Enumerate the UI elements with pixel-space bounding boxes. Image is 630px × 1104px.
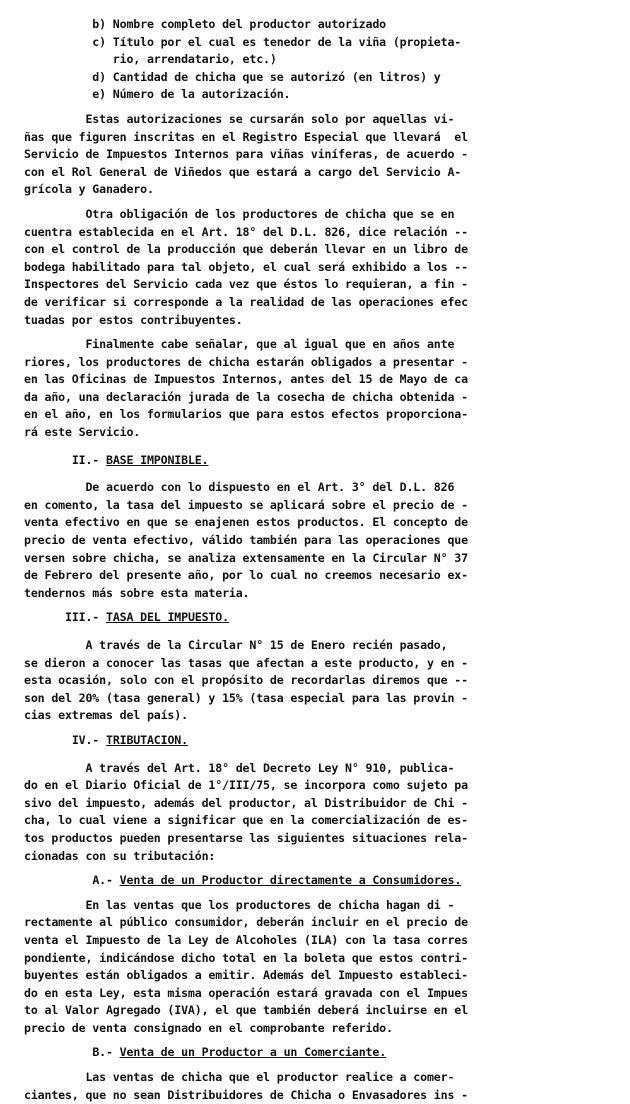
text-line: Otra obligación de los productores de chicha que se en — [24, 206, 455, 221]
section-title: BASE IMPONIBLE. — [105, 452, 209, 467]
text-line: con el control de la producción que deberán llevar en un libro de — [24, 242, 468, 257]
text-line: Las ventas de chicha que el productor realice a comer- — [24, 1070, 455, 1085]
text-line: rá este Servicio. — [24, 425, 141, 440]
list-item: b) Nombre completo del productor autorizado — [24, 17, 386, 31]
text-line: con el Rol General de Viñedos que estará a cargo del Servicio A- — [24, 164, 462, 179]
text-line: to al Valor Agregado (IVA), el que también deberá incluirse en el — [24, 1003, 468, 1018]
paragraph-finalmente — [24, 336, 608, 442]
section-number: II.- — [71, 452, 100, 467]
text-line: precio de venta efectivo, válido también para las operaciones que — [24, 533, 468, 548]
text-line: venta el Impuesto de la Ley de Alcoholes (ILA) con la tasa corres — [24, 932, 468, 947]
text-line: Estas autorizaciones se cursarán solo por aquellas vi- — [24, 111, 455, 126]
section-title: TRIBUTACION. — [105, 732, 188, 747]
subsection-heading-b — [24, 1044, 608, 1062]
text-line: ñas que figuren inscritas en el Registro Especial que llevará el — [24, 129, 468, 144]
text-line: tuadas por estos contribuyentes. — [24, 312, 243, 327]
text-line: ciantes, que no sean Distribuidores de Chicha o Envasadores ins - — [24, 1087, 468, 1102]
text-line: do en esta Ley, esta misma operación estará gravada con el Impues — [24, 985, 468, 1000]
section-heading-iii — [24, 609, 608, 627]
text-line: sivo del impuesto, además del productor, al Distribuidor de Chi - — [24, 795, 468, 810]
text-line: Inspectores del Servicio cada vez que éstos lo requieran, a fin - — [24, 277, 468, 292]
text-line: cuentra establecida en el Art. 18° del D.L. 826, dice relación -- — [24, 224, 468, 239]
text-line: cha, lo cual viene a significar que en la comercialización de es- — [24, 813, 468, 828]
text-line: da año, una declaración jurada de la cosecha de chicha obtenida - — [24, 389, 468, 404]
paragraph-venta-consumidores — [24, 897, 608, 1038]
text-line: precio de venta consignado en el comprobante referido. — [24, 1020, 393, 1035]
text-line: son del 20% (tasa general) y 15% (tasa especial para las provin - — [24, 690, 468, 705]
text-line: cias extremas del país). — [24, 708, 188, 723]
list-item: d) Cantidad de chicha que se autorizó (en litros) y — [24, 69, 441, 84]
section-number: III.- — [64, 610, 100, 625]
paragraph-autorizaciones — [24, 111, 608, 199]
section-number: IV.- — [71, 732, 100, 747]
text-line: esta ocasión, solo con el propósito de recordarlas diremos que -- — [24, 673, 468, 688]
list-item: rio, arrendatario, etc.) — [24, 52, 277, 67]
items-list — [24, 16, 608, 104]
text-line: buyentes están obligados a emitir. Además del Impuesto estableci- — [24, 968, 468, 983]
paragraph-tributacion — [24, 760, 608, 866]
subsection-letter: B.- — [92, 1045, 113, 1060]
text-line: en el año, en los formularios que para estos efectos proporciona- — [24, 407, 468, 422]
paragraph-base-imponible — [24, 479, 608, 602]
text-line: cionadas con su tributación: — [24, 848, 216, 863]
list-item: e) Número de la autorización. — [24, 87, 291, 102]
text-line: do en el Diario Oficial de 1°/III/75, se incorpora como sujeto pa — [24, 778, 468, 793]
text-line: venta efectivo en que se enajenen estos productos. El concepto de — [24, 515, 468, 530]
section-title: TASA DEL IMPUESTO. — [105, 610, 229, 625]
text-line: bodega habilitado para tal objeto, el cual será exhibido a los -- — [24, 259, 468, 274]
text-line: de verificar si corresponde a la realidad de las operaciones efec — [24, 294, 468, 309]
text-line: De acuerdo con lo dispuesto en el Art. 3° del D.L. 826 — [24, 480, 455, 495]
text-line: A través del Art. 18° del Decreto Ley N° 910, publica- — [24, 760, 455, 775]
text-line: riores, los productores de chicha estarán obligados a presentar - — [24, 354, 468, 369]
text-line: se dieron a conocer las tasas que afectan a este producto, y en - — [24, 655, 468, 670]
text-line: grícola y Ganadero. — [24, 182, 154, 197]
section-heading-ii — [24, 452, 608, 470]
text-line: rectamente al público consumidor, deberán incluir en el precio de — [24, 915, 468, 930]
text-line: tendernos más sobre esta materia. — [24, 585, 250, 600]
text-line: Finalmente cabe señalar, que al igual que en años ante — [24, 337, 455, 352]
text-line: En las ventas que los productores de chicha hagan di - — [24, 897, 455, 912]
list-item: c) Título por el cual es tenedor de la viña (propieta- — [24, 34, 462, 49]
subsection-heading-a — [24, 872, 608, 890]
text-line: de Febrero del presente año, por lo cual no creemos necesario ex- — [24, 568, 468, 583]
subsection-title: Venta de un Productor directamente a Consumidores. — [119, 873, 462, 888]
text-line: en comento, la tasa del impuesto se aplicará sobre el precio de - — [24, 497, 468, 512]
subsection-title: Venta de un Productor a un Comerciante. — [119, 1045, 387, 1060]
text-line: Servicio de Impuestos Internos para viñas viníferas, de acuerdo - — [24, 147, 468, 162]
paragraph-tasa — [24, 637, 608, 725]
subsection-letter: A.- — [92, 873, 113, 888]
text-line: A través de la Circular N° 15 de Enero recién pasado, — [24, 638, 448, 652]
section-heading-iv — [24, 732, 608, 750]
text-line: pondiente, indicándose dicho total en la boleta que estos contri- — [24, 950, 468, 965]
text-line: en las Oficinas de Impuestos Internos, antes del 15 de Mayo de ca — [24, 372, 468, 387]
paragraph-venta-comerciante — [24, 1069, 608, 1104]
text-line: tos productos pueden presentarse las siguientes situaciones rela- — [24, 830, 468, 845]
text-line: versen sobre chicha, se analiza extensamente en la Circular N° 37 — [24, 550, 468, 565]
paragraph-obligacion — [24, 206, 608, 329]
